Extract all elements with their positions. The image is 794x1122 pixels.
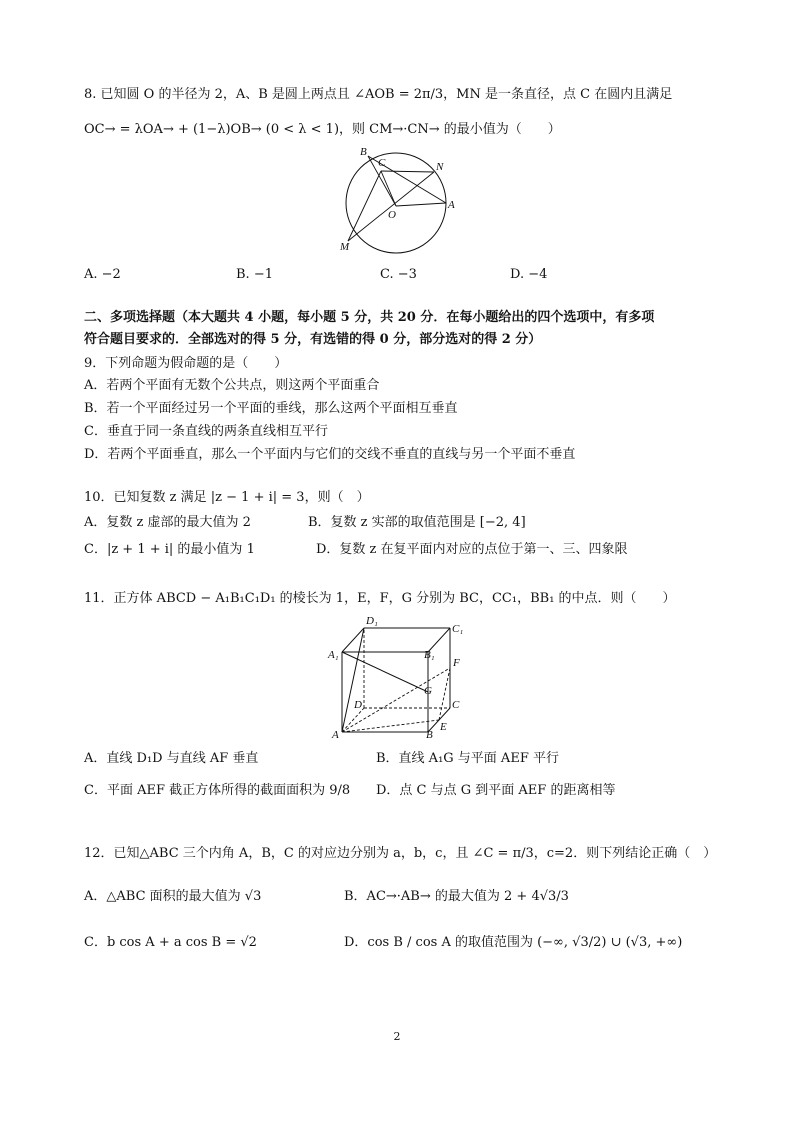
label-b: B — [426, 729, 433, 738]
label-a: A — [332, 729, 339, 738]
label-f: F — [453, 657, 460, 669]
q12-stem: 12．已知△ABC 三个内角 A，B，C 的对应边分别为 a，b，c，且 ∠C = π/3，c=2．则下列结论正确（ ） — [84, 846, 717, 861]
q9-option-d: D．若两个平面垂直，那么一个平面内与它们的交线不垂直的直线与另一个平面不垂直 — [84, 447, 576, 462]
q8-option-d: D. −4 — [510, 267, 548, 282]
q9-option-a: A．若两个平面有无数个公共点，则这两个平面重合 — [84, 378, 380, 393]
q12-option-a: A．△ABC 面积的最大值为 √3 — [84, 889, 262, 904]
q8-option-c: C. −3 — [380, 267, 417, 282]
section2-header-line2: 符合题目要求的．全部选对的得 5 分，有选错的得 0 分，部分选对的得 2 分） — [84, 332, 542, 347]
page-number: 2 — [393, 1030, 401, 1043]
q10-option-b: B．复数 z 实部的取值范围是 [−2, 4] — [308, 515, 526, 530]
q8-stem-line1: 8. 已知圆 O 的半径为 2，A、B 是圆上两点且 ∠AOB = 2π/3，MN 是一条直径，点 C 在圆内且满足 — [84, 87, 673, 102]
q8-option-a: A. −2 — [84, 267, 121, 282]
q9-option-b: B．若一个平面经过另一个平面的垂线，那么这两个平面相互垂直 — [84, 401, 458, 416]
q9-stem: 9．下列命题为假命题的是（ ） — [84, 356, 288, 371]
circle-figure — [326, 146, 466, 256]
label-a: A — [448, 199, 455, 211]
label-c: C — [452, 699, 460, 711]
label-b: B — [360, 146, 367, 158]
label-c1: C₁ — [452, 623, 464, 635]
label-g: G — [424, 685, 432, 697]
q11-option-c: C．平面 AEF 截正方体所得的截面面积为 9/8 — [84, 783, 351, 798]
q12-option-d: D．cos B / cos A 的取值范围为 (−∞, √3/2) ∪ (√3, +∞) — [344, 935, 683, 950]
q11-option-d: D．点 C 与点 G 到平面 AEF 的距离相等 — [376, 783, 616, 798]
q11-stem: 11．正方体 ABCD − A₁B₁C₁D₁ 的棱长为 1，E，F，G 分别为 BC，CC₁，BB₁ 的中点．则（ ） — [84, 591, 676, 606]
cube-figure — [326, 612, 476, 738]
q8-stem-line2: OC→ = λOA→ + (1−λ)OB→ (0 < λ < 1)，则 CM→·CN→ 的最小值为（ ） — [84, 122, 561, 137]
q8-option-b: B. −1 — [236, 267, 273, 282]
label-m: M — [340, 241, 350, 253]
q11-option-b: B．直线 A₁G 与平面 AEF 平行 — [376, 751, 559, 766]
label-d: D — [354, 699, 362, 711]
label-a1: A₁ — [328, 649, 339, 661]
label-n: N — [436, 161, 444, 173]
label-d1: D₁ — [366, 615, 378, 627]
q12-option-c: C．b cos A + a cos B = √2 — [84, 935, 257, 950]
q10-stem: 10．已知复数 z 满足 |z − 1 + i| = 3，则（ ） — [84, 490, 370, 505]
label-o: O — [388, 209, 396, 221]
q11-option-a: A．直线 D₁D 与直线 AF 垂直 — [84, 751, 259, 766]
section2-header-line1: 二、多项选择题（本大题共 4 小题，每小题 5 分，共 20 分．在每小题给出的四个选项中，有多项 — [84, 310, 655, 325]
q10-option-a: A．复数 z 虚部的最大值为 2 — [84, 515, 251, 530]
label-e: E — [440, 721, 447, 733]
q10-option-d: D．复数 z 在复平面内对应的点位于第一、三、四象限 — [316, 542, 628, 557]
label-c: C — [378, 157, 386, 169]
q12-option-b: B．AC→·AB→ 的最大值为 2 + 4√3/3 — [344, 889, 569, 904]
q10-option-c: C．|z + 1 + i| 的最小值为 1 — [84, 542, 255, 557]
label-b1: B₁ — [424, 649, 435, 661]
q9-option-c: C．垂直于同一条直线的两条直线相互平行 — [84, 424, 328, 439]
